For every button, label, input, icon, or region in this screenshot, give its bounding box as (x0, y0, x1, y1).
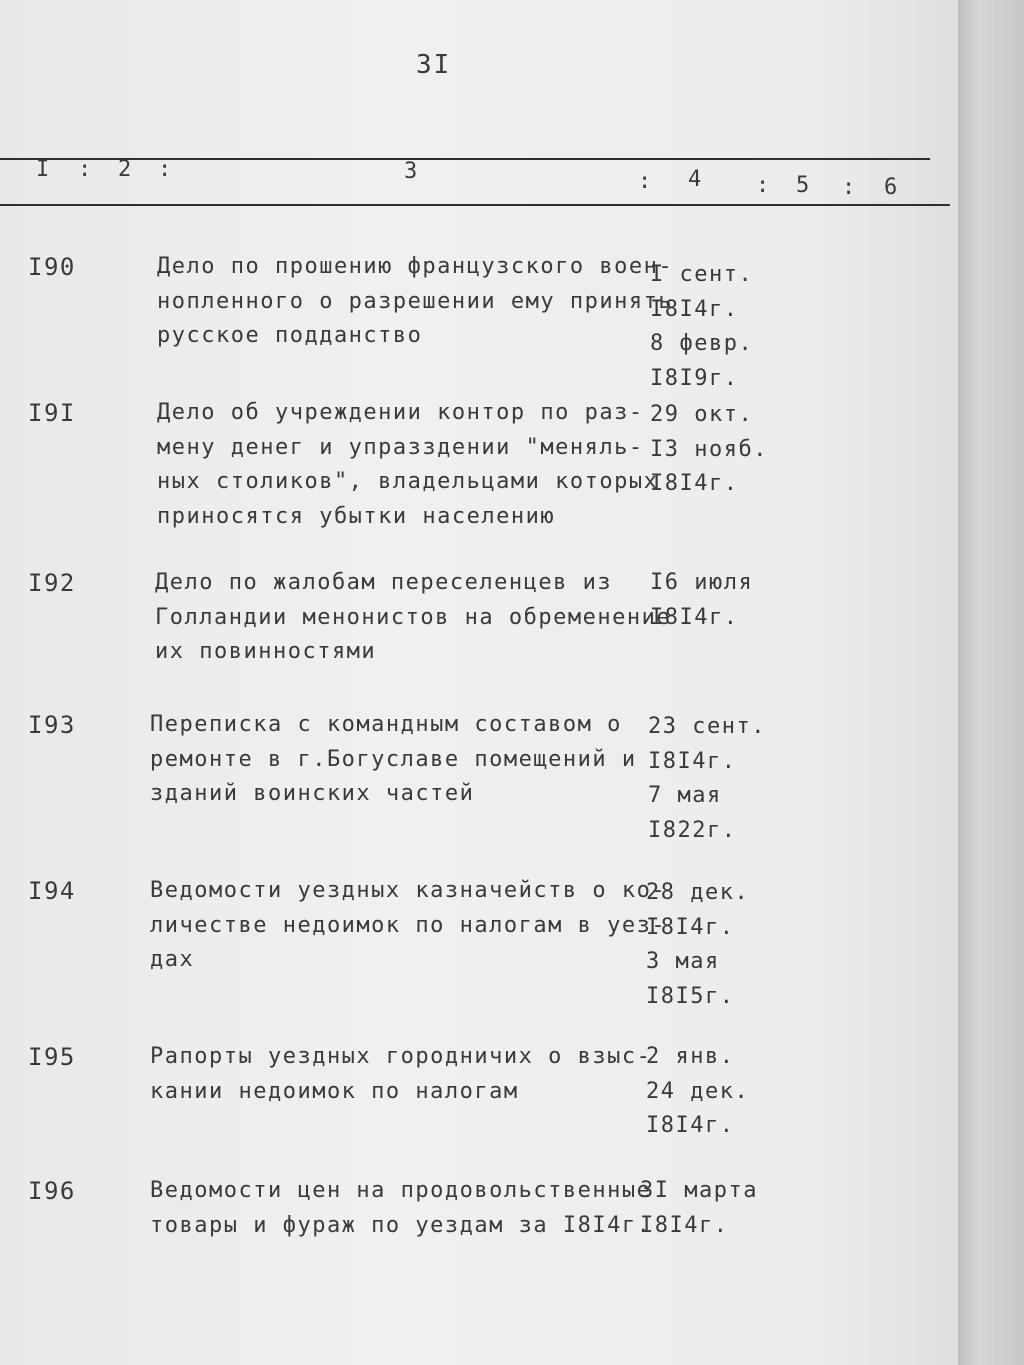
column-separator: : (756, 173, 770, 198)
entry-number: I96 (28, 1177, 76, 1205)
header-bottom-rule (0, 204, 950, 206)
entry-description: Ведомости уездных казначейств о ко- личестве недоимок по налогам в уез- дах (150, 878, 667, 972)
header-top-rule (0, 158, 930, 160)
column-header-5: 5 (796, 173, 810, 198)
column-header-4: 4 (688, 167, 702, 192)
entry-number: I93 (28, 711, 76, 739)
entry-number: I92 (28, 569, 76, 597)
entry-description: Дело по жалобам переселенцев из Голландии менонистов на обременение их повинностями (155, 570, 672, 664)
entry-dates: 28 дек. I8I4г. 3 мая I8I5г. (646, 880, 750, 1009)
column-separator: : (638, 169, 652, 194)
entry-dates: 29 окт. I3 нояб. I8I4г. (650, 402, 768, 496)
entry-description: Переписка с командным составом о ремонте в г.Богуславе помещений и зданий воинских частей (150, 712, 637, 806)
entry-dates: I6 июля I8I4г. (650, 570, 754, 630)
entry-dates: 23 сент. I8I4г. 7 мая I822г. (648, 714, 766, 843)
page-edge (958, 0, 1024, 1365)
entry-description: Дело по прошению французского воен- нопленного о разрешении ему принять русское подданство (157, 254, 674, 348)
column-separator: : (158, 157, 172, 182)
entry-number: I94 (28, 877, 76, 905)
page-number: 3I (416, 50, 452, 80)
entry-number: I95 (28, 1043, 76, 1071)
entry-number: I90 (28, 253, 76, 281)
column-header-2: 2 (118, 157, 132, 182)
entry-description: Рапорты уездных городничих о взыс- кании недоимок по налогам (150, 1044, 652, 1104)
entry-dates: 2 янв. 24 дек. I8I4г. (646, 1044, 750, 1138)
column-header-6: 6 (884, 175, 898, 200)
entry-number: I9I (28, 399, 76, 427)
entry-description: Дело об учреждении контор по раз- мену денег и упразздении "меняль- ных столиков", владельцами которых приносятся убытки населению (157, 400, 659, 529)
column-header-1: I (36, 157, 50, 182)
column-separator: : (78, 157, 92, 182)
entry-dates: 3I марта I8I4г. (640, 1178, 758, 1238)
column-header-3: 3 (404, 159, 418, 184)
entry-dates: I сент. I8I4г. 8 февр. I8I9г. (650, 262, 754, 391)
column-separator: : (842, 175, 856, 200)
entry-description: Ведомости цен на продовольственные товары и фураж по уездам за I8I4г. (150, 1178, 652, 1238)
